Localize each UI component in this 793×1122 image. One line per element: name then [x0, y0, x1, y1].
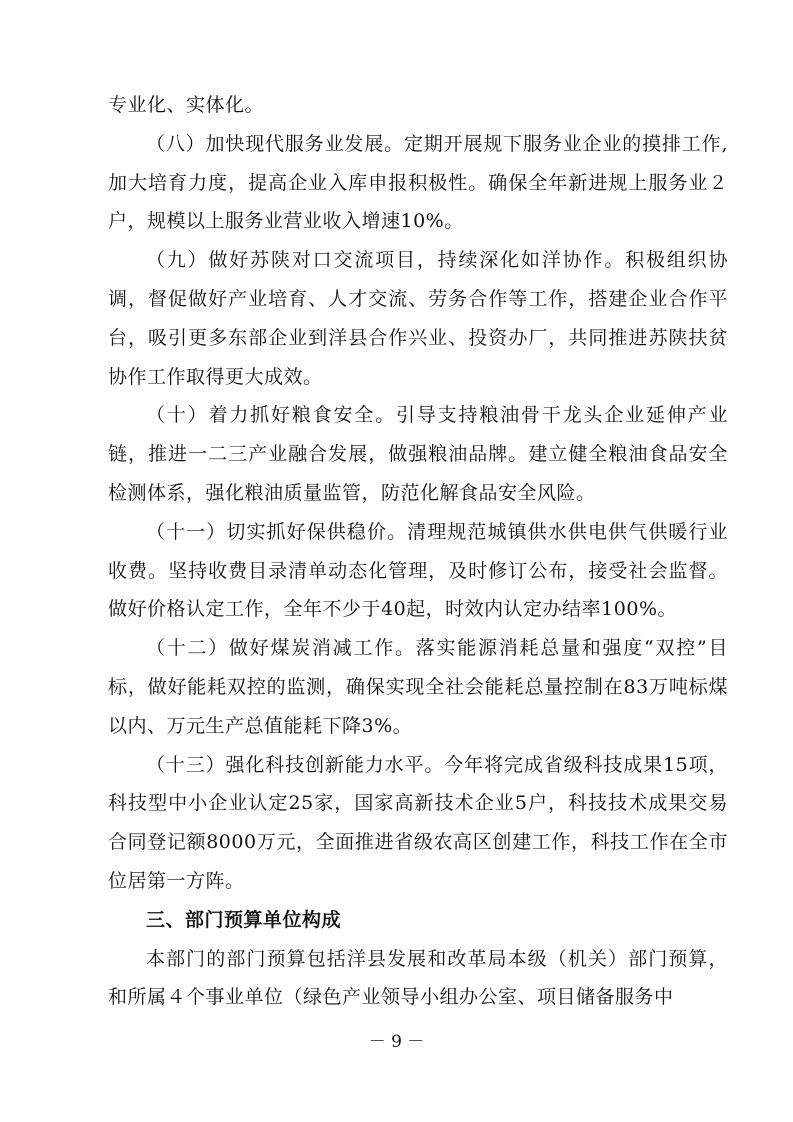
- section-heading: 三、部门预算单位构成: [146, 908, 342, 931]
- paragraph-item-8: （八）加快现代服务业发展。定期开展规下服务业企业的摸排工作,加大培育力度，提高企业入库申报积极性。确保全年新进规上服务业２户，规模以上服务业营业收入增速10%。: [108, 132, 728, 233]
- paragraph-item-11: （十一）切实抓好保供稳价。清理规范城镇供水供电供气供暖行业收费。坚持收费目录清单动态化管理，及时修订公布，接受社会监督。做好价格认定工作，全年不少于40起，时效内认定办结率100%。: [108, 520, 728, 621]
- paragraph-continued: 专业化、实体化。: [108, 94, 265, 116]
- paragraph-item-12: （十二）做好煤炭消减工作。落实能源消耗总量和强度“双控”目标，做好能耗双控的监测，确保实现全社会能耗总量控制在83万吨标煤以内、万元生产总值能耗下降3%。: [108, 637, 728, 737]
- paragraph-item-9: （九）做好苏陕对口交流项目，持续深化如洋协作。积极组织协调，督促做好产业培育、人才交流、劳务合作等工作，搭建企业合作平台，吸引更多东部企业到洋县合作兴业、投资办厂，共同推进苏陕扶贫协作工作取得更大成效。: [108, 249, 728, 388]
- paragraph-item-10: （十）着力抓好粮食安全。引导支持粮油骨干龙头企业延伸产业链，推进一二三产业融合发展，做强粮油品牌。建立健全粮油食品安全检测体系，强化粮油质量监管，防范化解食品安全风险。: [108, 404, 728, 504]
- section-paragraph: 本部门的部门预算包括洋县发展和改革局本级（机关）部门预算，和所属４个事业单位（绿色产业领导小组办公室、项目储备服务中: [108, 947, 728, 1009]
- paragraph-item-13: （十三）强化科技创新能力水平。今年将完成省级科技成果15项，科技型中小企业认定25家，国家高新技术企业5户，科技技术成果交易合同登记额8000万元，全面推进省级农高区创建工作，科技工作在全市位居第一方阵。: [108, 753, 728, 892]
- page-number: － 9 －: [368, 1032, 425, 1052]
- document-body: [108, 86, 728, 1017]
